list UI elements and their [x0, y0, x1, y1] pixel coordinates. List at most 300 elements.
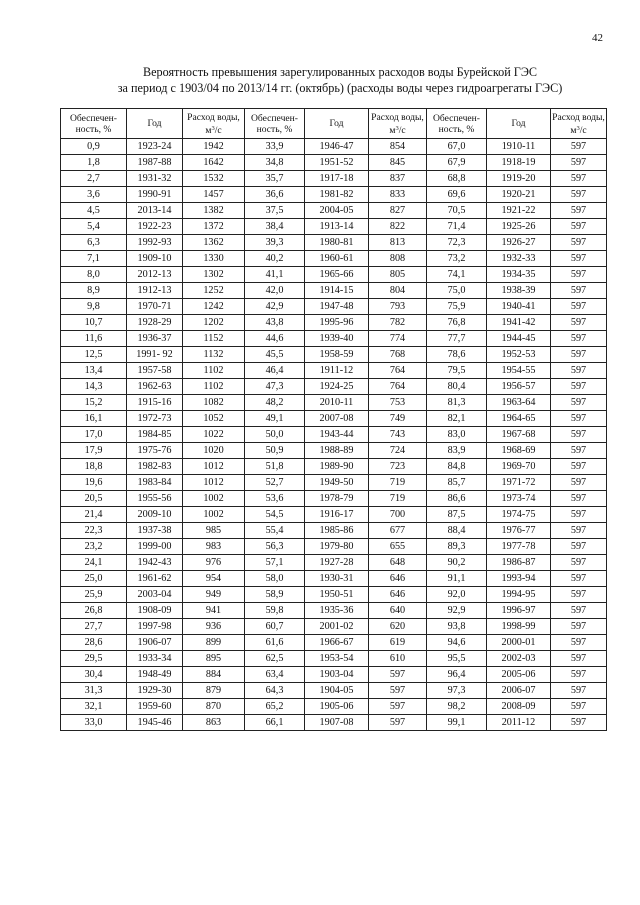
year-cell: 1979-80	[305, 539, 369, 555]
year-cell: 1956-57	[487, 379, 551, 395]
flow-cell: 597	[551, 603, 607, 619]
flow-cell: 863	[183, 715, 245, 731]
year-cell: 1938-39	[487, 283, 551, 299]
flow-cell: 899	[183, 635, 245, 651]
probability-cell: 74,1	[427, 267, 487, 283]
flow-cell: 1152	[183, 331, 245, 347]
year-cell: 1967-68	[487, 427, 551, 443]
flow-cell: 597	[551, 587, 607, 603]
year-cell: 1961-62	[127, 571, 183, 587]
year-cell: 1925-26	[487, 219, 551, 235]
year-cell: 1937-38	[127, 523, 183, 539]
probability-cell: 92,0	[427, 587, 487, 603]
table-row	[61, 283, 607, 299]
flow-cell: 845	[369, 155, 427, 171]
year-cell: 2006-07	[487, 683, 551, 699]
probability-cell: 65,2	[245, 699, 305, 715]
year-cell: 1989-90	[305, 459, 369, 475]
flow-cell: 620	[369, 619, 427, 635]
table-row	[61, 411, 607, 427]
probability-cell: 32,1	[61, 699, 127, 715]
probability-cell: 0,9	[61, 139, 127, 155]
table-row	[61, 331, 607, 347]
probability-cell: 97,3	[427, 683, 487, 699]
flow-cell: 610	[369, 651, 427, 667]
probability-cell: 19,6	[61, 475, 127, 491]
table-row	[61, 299, 607, 315]
probability-cell: 71,4	[427, 219, 487, 235]
year-cell: 1908-09	[127, 603, 183, 619]
probability-cell: 36,6	[245, 187, 305, 203]
probability-cell: 13,4	[61, 363, 127, 379]
table-row	[61, 667, 607, 683]
year-cell: 1949-50	[305, 475, 369, 491]
year-cell: 1927-28	[305, 555, 369, 571]
flow-cell: 597	[551, 523, 607, 539]
header-flow: Расход воды, $м^3/с$	[369, 109, 427, 139]
probability-cell: 30,4	[61, 667, 127, 683]
probability-cell: 86,6	[427, 491, 487, 507]
probability-cell: 52,7	[245, 475, 305, 491]
flow-cell: 1362	[183, 235, 245, 251]
year-cell: 1922-23	[127, 219, 183, 235]
flow-cell: 597	[551, 139, 607, 155]
flow-cell: 597	[551, 315, 607, 331]
year-cell: 1946-47	[305, 139, 369, 155]
flow-cell: 597	[551, 219, 607, 235]
probability-cell: 83,9	[427, 443, 487, 459]
probability-cell: 85,7	[427, 475, 487, 491]
year-cell: 1904-05	[305, 683, 369, 699]
probability-cell: 3,6	[61, 187, 127, 203]
probability-cell: 95,5	[427, 651, 487, 667]
flow-cell: 764	[369, 363, 427, 379]
flow-cell: 827	[369, 203, 427, 219]
flow-cell: 768	[369, 347, 427, 363]
flow-cell: 597	[551, 235, 607, 251]
year-cell: 1978-79	[305, 491, 369, 507]
year-cell: 1951-52	[305, 155, 369, 171]
probability-cell: 39,3	[245, 235, 305, 251]
year-cell: 1952-53	[487, 347, 551, 363]
year-cell: 1957-58	[127, 363, 183, 379]
flow-cell: 985	[183, 523, 245, 539]
probability-cell: 58,0	[245, 571, 305, 587]
probability-cell: 98,2	[427, 699, 487, 715]
year-cell: 1996-97	[487, 603, 551, 619]
probability-cell: 46,4	[245, 363, 305, 379]
probability-cell: 10,7	[61, 315, 127, 331]
probability-cell: 17,0	[61, 427, 127, 443]
year-cell: 1968-69	[487, 443, 551, 459]
flow-cell: 837	[369, 171, 427, 187]
year-cell: 1980-81	[305, 235, 369, 251]
flow-cell: 804	[369, 283, 427, 299]
probability-cell: 87,5	[427, 507, 487, 523]
probability-cell: 25,0	[61, 571, 127, 587]
flow-cell: 597	[551, 459, 607, 475]
year-cell: 1965-66	[305, 267, 369, 283]
probability-cell: 84,8	[427, 459, 487, 475]
table-row	[61, 475, 607, 491]
probability-cell: 29,5	[61, 651, 127, 667]
header-probability: Обеспечен-ность, %	[61, 109, 127, 139]
header-flow: Расход воды, $м^3/с$	[183, 109, 245, 139]
year-cell: 1943-44	[305, 427, 369, 443]
flow-cell: 597	[551, 267, 607, 283]
year-cell: 1997-98	[127, 619, 183, 635]
table-row	[61, 619, 607, 635]
flow-cell: 640	[369, 603, 427, 619]
year-cell: 1913-14	[305, 219, 369, 235]
flow-cell: 1532	[183, 171, 245, 187]
flow-cell: 597	[551, 347, 607, 363]
table-row	[61, 267, 607, 283]
probability-cell: 56,3	[245, 539, 305, 555]
flow-cell: 597	[551, 363, 607, 379]
flow-cell: 879	[183, 683, 245, 699]
probability-cell: 59,8	[245, 603, 305, 619]
year-cell: 2012-13	[127, 267, 183, 283]
table-row	[61, 523, 607, 539]
flow-cell: 597	[551, 379, 607, 395]
year-cell: 1990-91	[127, 187, 183, 203]
year-cell: 1907-08	[305, 715, 369, 731]
probability-cell: 21,4	[61, 507, 127, 523]
probability-cell: 61,6	[245, 635, 305, 651]
probability-cell: 27,7	[61, 619, 127, 635]
year-cell: 1924-25	[305, 379, 369, 395]
flow-cell: 976	[183, 555, 245, 571]
probability-cell: 20,5	[61, 491, 127, 507]
probability-cell: 80,4	[427, 379, 487, 395]
flow-cell: 1012	[183, 475, 245, 491]
year-cell: 1931-32	[127, 171, 183, 187]
year-cell: 1947-48	[305, 299, 369, 315]
year-cell: 2000-01	[487, 635, 551, 651]
year-cell: 1948-49	[127, 667, 183, 683]
flow-cell: 1457	[183, 187, 245, 203]
probability-cell: 76,8	[427, 315, 487, 331]
probability-cell: 83,0	[427, 427, 487, 443]
table-row	[61, 315, 607, 331]
title-line-2: за период с 1903/04 по 2013/14 гг. (октябрь) (расходы воды через гидроагрегаты ГЭС)	[117, 81, 563, 95]
year-cell: 1960-61	[305, 251, 369, 267]
probability-cell: 75,0	[427, 283, 487, 299]
probability-cell: 35,7	[245, 171, 305, 187]
year-cell: 1944-45	[487, 331, 551, 347]
year-cell: 2002-03	[487, 651, 551, 667]
probability-cell: 33,9	[245, 139, 305, 155]
probability-cell: 12,5	[61, 347, 127, 363]
flow-cell: 597	[369, 667, 427, 683]
flow-cell: 1942	[183, 139, 245, 155]
year-cell: 2007-08	[305, 411, 369, 427]
year-cell: 1972-73	[127, 411, 183, 427]
flow-cell: 597	[551, 203, 607, 219]
probability-cell: 75,9	[427, 299, 487, 315]
flow-cell: 597	[551, 635, 607, 651]
table-row	[61, 507, 607, 523]
year-cell: 1915-16	[127, 395, 183, 411]
flow-cell: 941	[183, 603, 245, 619]
probability-cell: 67,0	[427, 139, 487, 155]
year-cell: 1975-76	[127, 443, 183, 459]
probability-cell: 51,8	[245, 459, 305, 475]
year-cell: 1987-88	[127, 155, 183, 171]
probability-cell: 1,8	[61, 155, 127, 171]
probability-cell: 79,5	[427, 363, 487, 379]
probability-cell: 48,2	[245, 395, 305, 411]
probability-cell: 38,4	[245, 219, 305, 235]
year-cell: 1963-64	[487, 395, 551, 411]
flow-cell: 597	[551, 475, 607, 491]
probability-cell: 60,7	[245, 619, 305, 635]
table-row	[61, 155, 607, 171]
year-cell: 1939-40	[305, 331, 369, 347]
probability-cell: 23,2	[61, 539, 127, 555]
year-cell: 1910-11	[487, 139, 551, 155]
flow-cell: 1052	[183, 411, 245, 427]
probability-cell: 64,3	[245, 683, 305, 699]
flow-cell: 597	[551, 683, 607, 699]
page-number: 42	[592, 32, 603, 44]
year-cell: 1916-17	[305, 507, 369, 523]
table-row	[61, 219, 607, 235]
year-cell: 1958-59	[305, 347, 369, 363]
probability-cell: 89,3	[427, 539, 487, 555]
probability-cell: 25,9	[61, 587, 127, 603]
flow-cell: 724	[369, 443, 427, 459]
table-row	[61, 635, 607, 651]
table-row	[61, 555, 607, 571]
flow-cell: 597	[551, 187, 607, 203]
flow-cell: 753	[369, 395, 427, 411]
flow-cell: 597	[551, 395, 607, 411]
year-cell: 1936-37	[127, 331, 183, 347]
year-cell: 1977-78	[487, 539, 551, 555]
probability-cell: 49,1	[245, 411, 305, 427]
table-row	[61, 459, 607, 475]
flow-cell: 723	[369, 459, 427, 475]
year-cell: 2008-09	[487, 699, 551, 715]
flow-cell: 983	[183, 539, 245, 555]
year-cell: 1934-35	[487, 267, 551, 283]
probability-cell: 62,5	[245, 651, 305, 667]
table-row	[61, 363, 607, 379]
flow-cell: 597	[551, 571, 607, 587]
year-cell: 1991- 92	[127, 347, 183, 363]
year-cell: 1993-94	[487, 571, 551, 587]
probability-cell: 77,7	[427, 331, 487, 347]
year-cell: 1995-96	[305, 315, 369, 331]
flow-cell: 597	[369, 683, 427, 699]
year-cell: 1970-71	[127, 299, 183, 315]
flow-cell: 648	[369, 555, 427, 571]
flow-cell: 597	[551, 619, 607, 635]
title-line-1: Вероятность превышения зарегулированных расходов воды Бурейской ГЭС	[142, 65, 538, 79]
flow-cell: 1382	[183, 203, 245, 219]
header-flow: Расход воды, $м^3/с$	[551, 109, 607, 139]
flow-cell: 833	[369, 187, 427, 203]
flow-cell: 597	[551, 155, 607, 171]
probability-cell: 9,8	[61, 299, 127, 315]
flow-cell: 1012	[183, 459, 245, 475]
probability-cell: 8,0	[61, 267, 127, 283]
year-cell: 1959-60	[127, 699, 183, 715]
flow-cell: 597	[369, 715, 427, 731]
year-cell: 1954-55	[487, 363, 551, 379]
flow-cell: 619	[369, 635, 427, 651]
table-row	[61, 203, 607, 219]
table-row	[61, 443, 607, 459]
year-cell: 1932-33	[487, 251, 551, 267]
flow-cell: 793	[369, 299, 427, 315]
flow-cell: 813	[369, 235, 427, 251]
table-row	[61, 571, 607, 587]
probability-cell: 42,0	[245, 283, 305, 299]
probability-cell: 33,0	[61, 715, 127, 731]
flow-cell: 597	[551, 651, 607, 667]
probability-cell: 15,2	[61, 395, 127, 411]
probability-cell: 37,5	[245, 203, 305, 219]
flow-cell: 1020	[183, 443, 245, 459]
probability-cell: 43,8	[245, 315, 305, 331]
year-cell: 1950-51	[305, 587, 369, 603]
flow-cell: 646	[369, 571, 427, 587]
probability-cell: 66,1	[245, 715, 305, 731]
probability-cell: 72,3	[427, 235, 487, 251]
probability-cell: 93,8	[427, 619, 487, 635]
probability-cell: 50,9	[245, 443, 305, 459]
year-cell: 1974-75	[487, 507, 551, 523]
probability-cell: 69,6	[427, 187, 487, 203]
year-cell: 1998-99	[487, 619, 551, 635]
probability-cell: 18,8	[61, 459, 127, 475]
year-cell: 1994-95	[487, 587, 551, 603]
table-row	[61, 699, 607, 715]
year-cell: 1912-13	[127, 283, 183, 299]
flow-cell: 646	[369, 587, 427, 603]
probability-cell: 34,8	[245, 155, 305, 171]
year-cell: 1911-12	[305, 363, 369, 379]
header-row	[61, 109, 607, 139]
probability-cell: 88,4	[427, 523, 487, 539]
year-cell: 1919-20	[487, 171, 551, 187]
year-cell: 1942-43	[127, 555, 183, 571]
probability-cell: 91,1	[427, 571, 487, 587]
year-cell: 1926-27	[487, 235, 551, 251]
probability-cell: 14,3	[61, 379, 127, 395]
header-probability: Обеспечен-ность, %	[427, 109, 487, 139]
flow-cell: 1202	[183, 315, 245, 331]
flow-cell: 1002	[183, 491, 245, 507]
probability-cell: 55,4	[245, 523, 305, 539]
year-cell: 2005-06	[487, 667, 551, 683]
year-cell: 1971-72	[487, 475, 551, 491]
year-cell: 1906-07	[127, 635, 183, 651]
probability-cell: 54,5	[245, 507, 305, 523]
flow-cell: 719	[369, 491, 427, 507]
flow-cell: 655	[369, 539, 427, 555]
probability-cell: 7,1	[61, 251, 127, 267]
year-cell: 2001-02	[305, 619, 369, 635]
year-cell: 1973-74	[487, 491, 551, 507]
flow-cell: 719	[369, 475, 427, 491]
year-cell: 1905-06	[305, 699, 369, 715]
table-row	[61, 491, 607, 507]
probability-cell: 2,7	[61, 171, 127, 187]
probability-cell: 6,3	[61, 235, 127, 251]
probability-cell: 45,5	[245, 347, 305, 363]
flow-cell: 805	[369, 267, 427, 283]
probability-table	[60, 108, 607, 731]
table-row	[61, 379, 607, 395]
probability-cell: 47,3	[245, 379, 305, 395]
probability-cell: 70,5	[427, 203, 487, 219]
year-cell: 1988-89	[305, 443, 369, 459]
table-row	[61, 715, 607, 731]
probability-cell: 94,6	[427, 635, 487, 651]
probability-cell: 57,1	[245, 555, 305, 571]
flow-cell: 1242	[183, 299, 245, 315]
table-row	[61, 171, 607, 187]
flow-cell: 597	[551, 427, 607, 443]
year-cell: 1933-34	[127, 651, 183, 667]
flow-cell: 854	[369, 139, 427, 155]
flow-cell: 597	[551, 667, 607, 683]
year-cell: 1984-85	[127, 427, 183, 443]
flow-cell: 895	[183, 651, 245, 667]
year-cell: 1962-63	[127, 379, 183, 395]
table-row	[61, 187, 607, 203]
probability-cell: 53,6	[245, 491, 305, 507]
flow-cell: 870	[183, 699, 245, 715]
table-row	[61, 235, 607, 251]
flow-cell: 954	[183, 571, 245, 587]
flow-cell: 884	[183, 667, 245, 683]
flow-cell: 597	[551, 699, 607, 715]
header-year: Год	[127, 109, 183, 139]
probability-cell: 58,9	[245, 587, 305, 603]
probability-cell: 8,9	[61, 283, 127, 299]
probability-cell: 24,1	[61, 555, 127, 571]
flow-cell: 1102	[183, 363, 245, 379]
year-cell: 2009-10	[127, 507, 183, 523]
year-cell: 1966-67	[305, 635, 369, 651]
probability-cell: 78,6	[427, 347, 487, 363]
flow-cell: 1002	[183, 507, 245, 523]
flow-cell: 949	[183, 587, 245, 603]
flow-cell: 764	[369, 379, 427, 395]
flow-cell: 597	[551, 251, 607, 267]
flow-cell: 808	[369, 251, 427, 267]
flow-cell: 597	[551, 411, 607, 427]
table-row	[61, 251, 607, 267]
probability-cell: 16,1	[61, 411, 127, 427]
flow-cell: 743	[369, 427, 427, 443]
table-row	[61, 347, 607, 363]
year-cell: 1928-29	[127, 315, 183, 331]
year-cell: 1914-15	[305, 283, 369, 299]
year-cell: 1985-86	[305, 523, 369, 539]
year-cell: 1935-36	[305, 603, 369, 619]
year-cell: 1923-24	[127, 139, 183, 155]
table-row	[61, 587, 607, 603]
probability-cell: 44,6	[245, 331, 305, 347]
year-cell: 2003-04	[127, 587, 183, 603]
year-cell: 1929-30	[127, 683, 183, 699]
